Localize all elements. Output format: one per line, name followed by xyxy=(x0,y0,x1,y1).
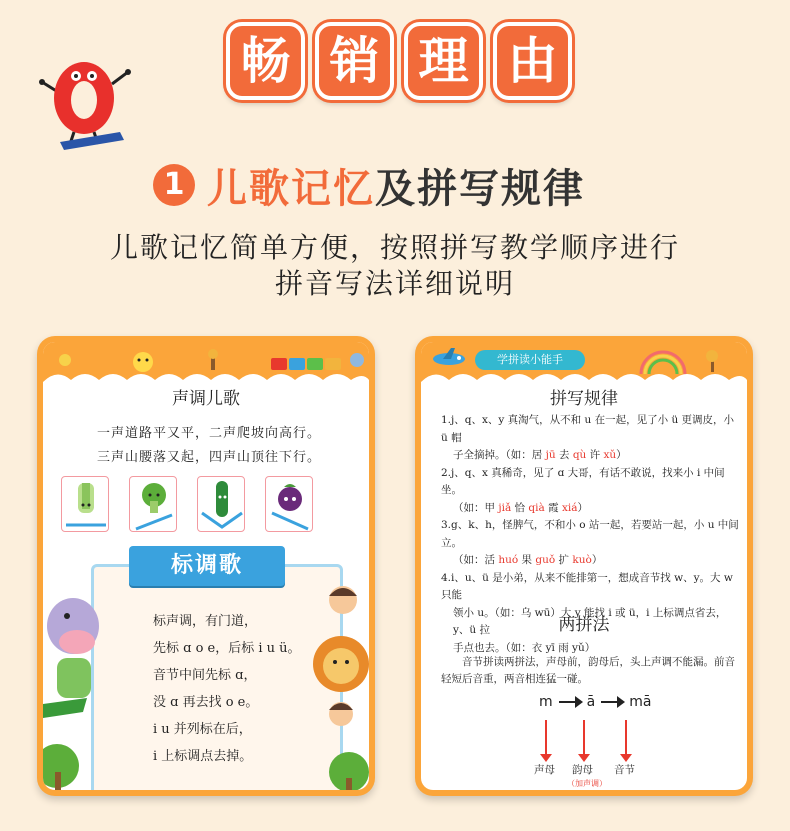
tone-illustrations xyxy=(61,476,313,532)
rule-text: 子全摘掉。（如：居 xyxy=(453,449,546,461)
song-line: i u 并列标在后， xyxy=(153,722,252,737)
number-badge: 1 xyxy=(153,164,195,206)
hippo-and-crocodile-illustration xyxy=(43,586,103,790)
rule-text: ） xyxy=(591,554,603,566)
pinyin: kuò xyxy=(572,554,592,566)
pinyin: xǔ xyxy=(603,449,617,461)
formula-final: ā xyxy=(586,694,596,710)
two-spell-description: 音节拼读两拼法，声母前，韵母后，头上声调不能漏。前音轻短后音重，两音相连猛一碰。 xyxy=(441,656,735,685)
pinyin: qù xyxy=(572,449,587,461)
rule-text: 手点也去。（如：衣 yī 雨 yǔ） xyxy=(453,641,596,654)
subtitle-highlight: 儿歌记忆 xyxy=(207,165,375,212)
rule-item xyxy=(441,517,741,570)
pinyin: qià xyxy=(528,501,545,514)
rule-text: 恰 xyxy=(511,501,529,514)
formula-syllable: mā xyxy=(629,694,652,710)
mangosteen-icon xyxy=(265,476,313,532)
rule-text: 4.i、u、ü 是小弟，从来不能排第一，想成音节找 w、y。大 w 只能 xyxy=(441,571,733,601)
rule-example xyxy=(441,447,741,465)
cucumber-icon xyxy=(197,476,245,532)
pinyin: jū xyxy=(545,449,556,461)
down-arrow-icon xyxy=(583,720,585,756)
poem-line: 一声道路平又平，二声爬坡向高行。 xyxy=(96,426,321,441)
pinyin: jiǎ xyxy=(498,501,512,514)
rule-text: 果 xyxy=(518,554,536,566)
rule-example xyxy=(441,500,741,518)
pinyin: xiá xyxy=(561,501,578,514)
tone-note: （加声调） xyxy=(567,779,607,788)
label-initial: 声母 xyxy=(534,764,555,776)
lion-and-kids-illustration xyxy=(313,582,369,790)
section-subtitle xyxy=(153,150,585,220)
spelling-formula xyxy=(539,694,651,710)
spelling-rules-card xyxy=(415,336,753,796)
title-char: 销 xyxy=(315,22,394,100)
rule-text: ） xyxy=(616,449,627,461)
pinyin: guǒ xyxy=(535,554,556,566)
rule-text: （如：活 xyxy=(453,554,499,566)
song-line: 音节中间先标 ɑ， xyxy=(153,668,257,683)
rule-text: 霞 xyxy=(544,501,562,514)
rule-text: 3.g、k、h，怪脾气，不和小 o 站一起，若要站一起，小 u 中间立。 xyxy=(441,519,739,549)
header-decorations xyxy=(51,346,369,376)
card-title: 声调儿歌 xyxy=(172,389,240,409)
rule-text: ） xyxy=(577,501,588,514)
two-spell-title: 两拼法 xyxy=(558,615,610,635)
right-arrow-icon xyxy=(601,701,623,703)
card-title: 拼写规律 xyxy=(550,389,618,409)
rule-text: 去 xyxy=(555,449,573,461)
down-arrow-icon xyxy=(545,720,547,756)
rule-text: 2.j、q、x 真稀奇，见了 ɑ 大哥，有话不敢说，找来小 i 中间坐。 xyxy=(441,466,725,496)
song-line: 先标 ɑ o e，后标 i u ü。 xyxy=(153,641,301,656)
rule-text: （如：甲 xyxy=(453,501,499,514)
fennel-icon xyxy=(61,476,109,532)
airplane-icon xyxy=(429,346,469,372)
title-char: 由 xyxy=(493,22,572,100)
down-arrow-icon xyxy=(625,720,627,756)
right-arrow-icon xyxy=(559,701,581,703)
description-line-1: 儿歌记忆简单方便，按照拼写教学顺序进行 xyxy=(109,231,680,264)
rule-text: 1.j、q、x、y 真淘气，从不和 u 在一起，见了小 ü 更调皮，小 ü 帽 xyxy=(441,414,735,444)
main-title xyxy=(226,22,572,100)
rule-example xyxy=(441,552,741,570)
song-title: 标调歌 xyxy=(129,546,285,586)
song-line: 标声调，有门道， xyxy=(153,614,258,629)
label-syllable: 音节 xyxy=(614,764,635,776)
letter-o-mascot xyxy=(36,46,136,156)
song-lyrics xyxy=(153,608,301,770)
song-line: 没 ɑ 再去找 o e。 xyxy=(153,695,259,710)
formula-initial: m xyxy=(539,694,553,710)
subtitle-rest: 及拼写规律 xyxy=(375,165,585,212)
tone-song-card xyxy=(37,336,375,796)
rule-item xyxy=(441,465,741,518)
section-tag: 学拼读小能手 xyxy=(475,350,585,370)
pinyin: huó xyxy=(498,554,519,566)
rainbow-icon xyxy=(631,348,741,374)
label-final: 韵母 xyxy=(572,764,593,776)
broccoli-icon xyxy=(129,476,177,532)
description-line-2: 拼音写法详细说明 xyxy=(274,267,515,300)
poem-line: 三声山腰落又起，四声山顶往下行。 xyxy=(96,450,321,465)
rule-text: 许 xyxy=(586,449,604,461)
title-char: 畅 xyxy=(226,22,305,100)
song-line: i 上标调点去掉。 xyxy=(153,749,253,764)
rule-text: 领小 u。（如：乌 wū）大 y 能找 i 或 ü，i 上标调点省去，y、ü 拉 xyxy=(453,606,727,636)
rule-item xyxy=(441,412,741,465)
title-char: 理 xyxy=(404,22,483,100)
rule-text: 扩 xyxy=(555,554,573,566)
